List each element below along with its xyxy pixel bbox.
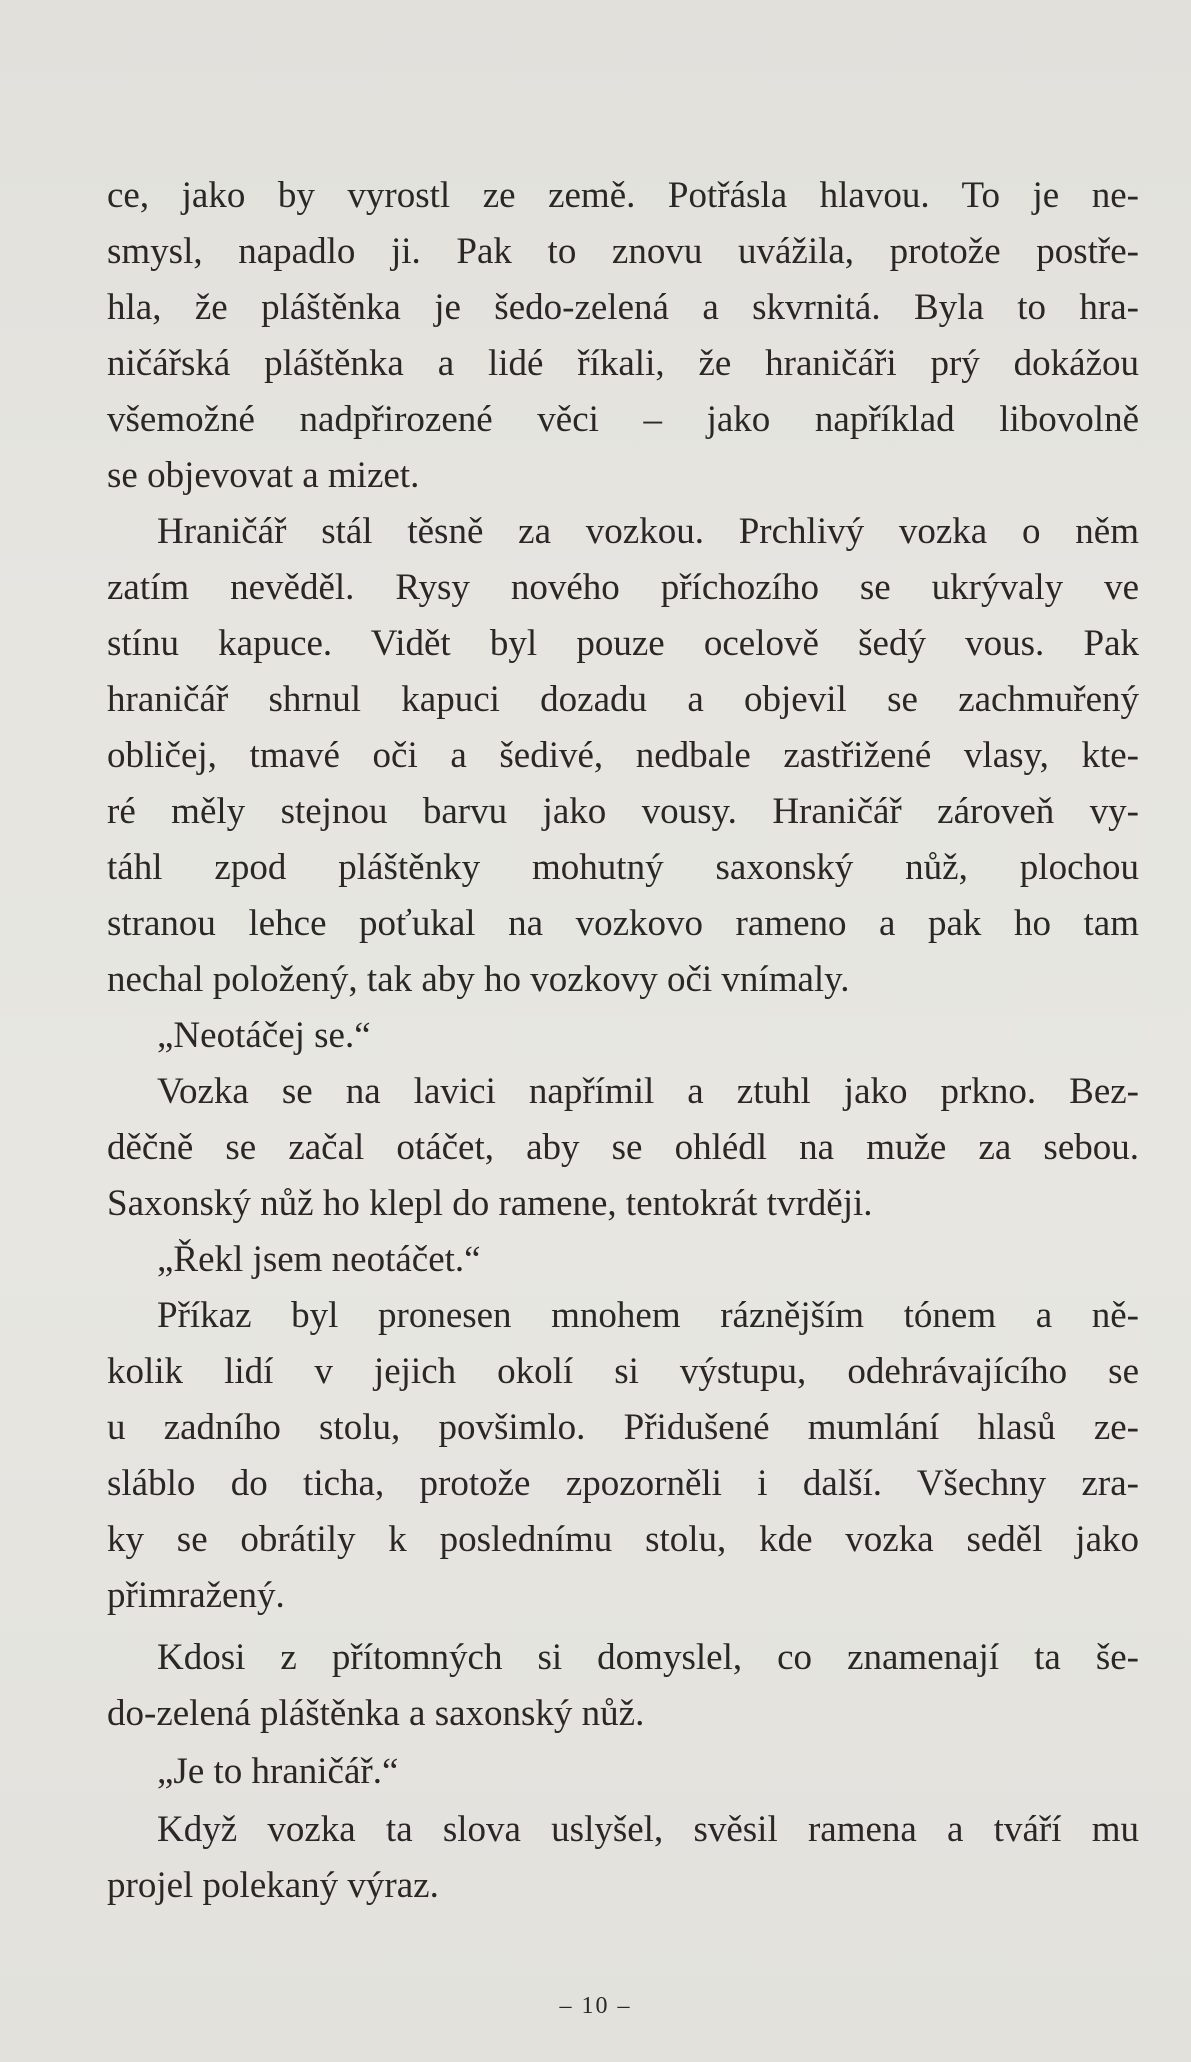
text-line: děčně se začal otáčet, aby se ohlédl na muže za sebou. — [107, 1127, 1139, 1168]
text-line: u zadního stolu, povšimlo. Přidušené mumlání hlasů ze- — [107, 1407, 1139, 1448]
text-line: smysl, napadlo ji. Pak to znovu uvážila, protože postře- — [107, 231, 1139, 272]
paragraph-first-line: Hraničář stál těsně za vozkou. Prchlivý vozka o něm — [157, 511, 1139, 552]
text-line: projel polekaný výraz. — [107, 1865, 439, 1906]
text-line: táhl zpod pláštěnky mohutný saxonský nůž, plochou — [107, 847, 1139, 888]
paragraph-first-line: Když vozka ta slova uslyšel, svěsil ramena a tváří mu — [157, 1809, 1139, 1850]
text-line: kolik lidí v jejich okolí si výstupu, odehrávajícího se — [107, 1351, 1139, 1392]
paragraph-first-line: Kdosi z přítomných si domyslel, co znamenají ta še- — [157, 1637, 1139, 1678]
page-number: – 10 – — [559, 1993, 632, 2019]
dialogue-line: „Neotáčej se.“ — [157, 1015, 371, 1056]
text-line: stínu kapuce. Vidět byl pouze ocelově šedý vous. Pak — [107, 623, 1139, 664]
text-line: ky se obrátily k poslednímu stolu, kde vozka seděl jako — [107, 1519, 1139, 1560]
text-line: obličej, tmavé oči a šedivé, nedbale zastřižené vlasy, kte- — [107, 735, 1139, 776]
text-line: všemožné nadpřirozené věci – jako například libovolně — [107, 399, 1139, 440]
text-line: nechal položený, tak aby ho vozkovy oči vnímaly. — [107, 959, 850, 1000]
text-line: hraničář shrnul kapuci dozadu a objevil se zachmuřený — [107, 679, 1139, 720]
paragraph-first-line: Vozka se na lavici napřímil a ztuhl jako prkno. Bez- — [157, 1071, 1139, 1112]
paragraph-first-line: Příkaz byl pronesen mnohem ráznějším tónem a ně- — [157, 1295, 1139, 1336]
text-line: do-zelená pláštěnka a saxonský nůž. — [107, 1693, 645, 1734]
text-line: ce, jako by vyrostl ze země. Potřásla hlavou. To je ne- — [107, 175, 1139, 216]
text-line: sláblo do ticha, protože zpozorněli i další. Všechny zra- — [107, 1463, 1139, 1504]
dialogue-line: „Je to hraničář.“ — [157, 1751, 399, 1792]
text-line: zatím nevěděl. Rysy nového příchozího se ukrývaly ve — [107, 567, 1139, 608]
text-line: hla, že pláštěnka je šedo-zelená a skvrnitá. Byla to hra- — [107, 287, 1139, 328]
dialogue-line: „Řekl jsem neotáčet.“ — [157, 1239, 481, 1280]
text-line: Saxonský nůž ho klepl do ramene, tentokrát tvrději. — [107, 1183, 873, 1224]
text-line: ničářská pláštěnka a lidé říkali, že hraničáři prý dokážou — [107, 343, 1139, 384]
text-line: se objevovat a mizet. — [107, 455, 420, 496]
text-line: přimražený. — [107, 1575, 285, 1616]
text-line: stranou lehce poťukal na vozkovo rameno a pak ho tam — [107, 903, 1139, 944]
text-line: ré měly stejnou barvu jako vousy. Hraničář zároveň vy- — [107, 791, 1139, 832]
